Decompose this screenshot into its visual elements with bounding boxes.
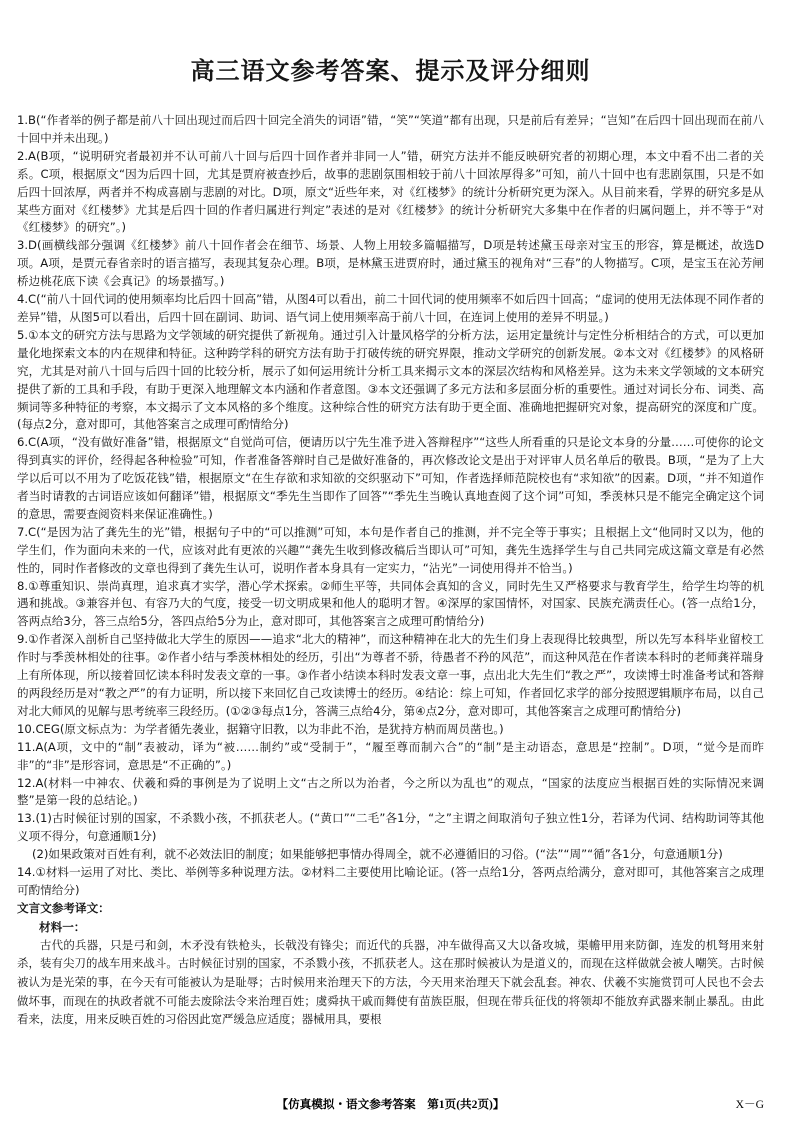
answer-item-6: 6.C(A项，“没有做好准备”错，根据原文“自觉尚可信，便请历以宁先生准予进入答辩程序”“这些人所看重的只是论文本身的分量……可使你的论文得到真实的评价，经得起各种检验”可知，作者准备答辩时自己是做好准备的，再次修改论文是出于对评审人员名单后的敬畏。B项，“是为了上大学以后可以不用为了吃饭花钱”错，根据原文“在生存欲和求知欲的交织驱动下”可知，作者选择师范院校也有“求知欲”的因素。D项，“并不知道作者当时请教的古词语应该如何翻译”错，根据原文“季先生当即作了回答”“季先生当晚认真地查阅了这个词”可知，季羡林只是不能完全确定这个词的意思，需要查阅资料来保证准确性。) bbox=[17, 435, 764, 521]
translation-text: 古代的兵器，只是弓和剑，木矛没有铁枪头，长戟没有锋尖；而近代的兵器，冲车做得高又大以备攻城，渠幨甲用来防御，连发的机弩用来射杀，装有尖刀的战车用来战斗。古时候征讨别的国家，不杀戮小孩，不抓获老人。这在那时候被认为是道义的，而现在这样做就会被人嘲笑。古时候被认为是光荣的事，在今天有可能被认为是耻辱；古时候用来治理天下的方法，今天用来治理天下就会乱套。神农、伏羲不实施赏罚可人民也不会去做坏事，而现在的执政者就不可能去废除法令来治理百姓；虞舜执干戚而舞使有苗族臣服，但现在带兵征伐的将领却不能放弃武器来制止暴乱。由此看来，法度，用来反映百姓的习俗因此宽严缓急应适度；器械用具，要根 bbox=[17, 937, 764, 1027]
answer-item-11: 11.A(A项，文中的“制”表被动，译为“被……制约”或“受制于”，“履至尊而制六合”的“制”是主动语态，意思是“控制”。D项，“觉今是而昨非”的“非”是形容词，意思是“不正确的”。) bbox=[17, 739, 764, 772]
footer-page-info: 【仿真模拟・语文参考答案 第1页(共2页)】 bbox=[276, 1098, 505, 1111]
translation-heading: 文言文参考译文： bbox=[17, 900, 110, 915]
answer-item-3: 3.D(画横线部分强调《红楼梦》前八十回作者会在细节、场景、人物上用较多篇幅描写，D项是转述黛玉母亲对宝玉的形容，算是概述，故选D项。A项，是贾元春省亲时的语言描写，表现其复杂心理。B项，是林黛玉进贾府时，通过黛玉的视角对“三春”的人物描写。C项，是宝玉在沁芳闸桥边桃花底下读《会真记》的场景描写。) bbox=[17, 238, 764, 289]
footer-code: X－G bbox=[735, 1098, 764, 1111]
answer-item-8: 8.①尊重知识、崇尚真理，追求真才实学，潜心学术探索。②师生平等，共同体会真知的含义，同时先生又严格要求与教育学生，给学生均等的机遇和挑战。③兼容并包、有容乃大的气度，接受一切文明成果和他人的聪明才智。④深厚的家国情怀，对国家、民族充满责任心。(答一点给1分，答两点给3分，答三点给5分，答四点给5分为止，意对即可，其他答案言之成理可酌情给分) bbox=[17, 578, 764, 629]
answer-item-10: 10.CEG(原文标点为：为学者循先袭业，据籍守旧教，以为非此不治，是犹持方枘而周员凿也。) bbox=[17, 721, 504, 736]
answer-item-14: 14.①材料一运用了对比、类比、举例等多种说理方法。②材料二主要使用比喻论证。(答一点给1分，答两点给满分，意对即可，其他答案言之成理可酌情给分) bbox=[17, 865, 764, 897]
answer-item-5: 5.①本文的研究方法与思路为文学领域的研究提供了新视角。通过引入计量风格学的分析方法，运用定量统计与定性分析相结合的方式，可以更加量化地探索文本的内在规律和特征。这种跨学科的研究方法有助于打破传统的研究界限，推动文学研究的创新发展。②本文对《红楼梦》的风格研究，尤其是对前八十回与后四十回的比较分析，展示了如何运用统计分析工具来揭示文本的深层次结构和风格差异。这为未来文学领域的文本研究提供了新的工具和手段，有助于更深入地理解文本内涵和作者意图。③本文还强调了多元方法和多层面分析的重要性。通过对词长分布、词类、高频词等多种特征的考察，本文揭示了文本风格的多个维度。这种综合性的研究方法有助于更全面、准确地把握研究对象，提高研究的深度和广度。(每点2分，意对即可，其他答案言之成理可酌情给分) bbox=[17, 327, 764, 432]
page-footer bbox=[17, 1096, 764, 1114]
answer-item-1: 1.B(“作者举的例子都是前八十回出现过而后四十回完全消失的词语”错，“笑”“笑道”都有出现，只是前后有差异；“岂知”在后四十回出现而在前八十回中并未出现。) bbox=[17, 113, 764, 145]
answer-item-7: 7.C(“是因为沾了龚先生的光”错，根据句子中的“可以推测”可知，本句是作者自己的推测，并不完全等于事实；且根据上文“他同时又以为，他的学生们，作为面向未来的一代，应该对此有更浓的兴趣”“龚先生收到修改稿后当即认可”可知，龚先生选择学生与自己共同完成这篇文章是有必然性的，同时作者修改的文章也得到了龚先生认可，说明作者本身具有一定实力，“沾光”一词使用得并不恰当。) bbox=[17, 524, 764, 575]
answer-item-13-1: 13.(1)古时候征讨别的国家，不杀戮小孩，不抓获老人。(“黄口”“二毛”各1分，“之”主谓之间取消句子独立性1分，若译为代词、结构助词等其他义项不得分，句意通顺1分) bbox=[17, 811, 764, 844]
answer-item-9: 9.①作者深入剖析自己坚持做北大学生的原因——追求“北大的精神”，而这种精神在北大的先生们身上表现得比较典型，所以先写本科毕业留校工作时与季羡林相处的往事。②作者小结与季羡林相处的经历，引出“为尊者不骄，待愚者不矜的风范”，而这种风范在作者读本科时的老师龚祥瑞身上有所体现，所以接着回忆读本科时发表文章的一事。③作者小结读本科时发表文章一事，点出北大先生们“教之严”，攻读博士时准备考试和答辩的两段经历是对“教之严”的有力证明，所以接下来回忆自己攻读博士的经历。④结论：综上可知，作者回忆求学的部分按照逻辑顺序布局，以自己对北大师风的见解与思考统率三段经历。(①②③每点1分，答满三点给4分，第④点2分，意对即可，其他答案言之成理可酌情给分) bbox=[17, 632, 764, 718]
answer-item-4: 4.C(“前八十回代词的使用频率均比后四十回高”错，从图4可以看出，前二十回代词的使用频率不如后四十回高；“虚词的使用无法体现不同作者的差异”错，从图5可以看出，后四十回在副词、助词、语气词上使用频率高于前八十回，在连词上使用的差异不明显。) bbox=[17, 292, 764, 324]
material-heading: 材料一： bbox=[39, 919, 86, 934]
page-title: 高三语文参考答案、提示及评分细则 bbox=[190, 56, 591, 85]
answer-item-13-2: (2)如果政策对百姓有利，就不必效法旧的制度；如果能够把事情办得周全，就不必遵循旧的习俗。(“法”“周”“循”各1分，句意通顺1分) bbox=[32, 847, 723, 862]
answer-list bbox=[17, 112, 764, 900]
answer-item-2: 2.A(B项，“说明研究者最初并不认可前八十回与后四十回作者并非同一人”错，研究方法并不能反映研究者的初期心理，本文中看不出二者的关系。C项，根据原文“因为后四十回，尤其是贾府被查抄后，故事的悲剧氛围相较于前八十回浓厚得多”可知，前八十回中也有悲剧氛围，只是不如后四十回浓厚，两者并不构成喜剧与悲剧的对比。D项，原文“近些年来，对《红楼梦》的统计分析研究更为深入。从目前来看，学界的研究多是从某些方面对《红楼梦》尤其是后四十回的作者归属进行判定”表述的是对《红楼梦》的统计分析研究大多集中在作者的归属问题上，并不等于“对《红楼梦》的研究”。) bbox=[17, 148, 764, 235]
answer-item-12: 12.A(材料一中神农、伏羲和舜的事例是为了说明上文“古之所以为治者，今之所以为乱也”的观点，“国家的法度应当根据百姓的实际情况来调整”是第一段的总结论。) bbox=[17, 775, 764, 808]
